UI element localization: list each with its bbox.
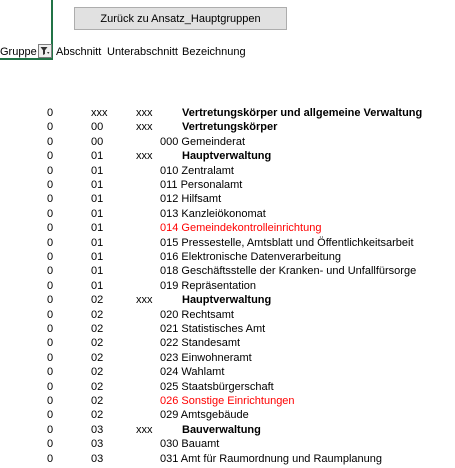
gruppe-cell[interactable]: 0 (47, 193, 54, 206)
gruppe-cell[interactable]: 0 (47, 222, 54, 235)
filter-dropdown-icon[interactable] (38, 44, 52, 58)
bezeichnung-cell[interactable]: 029 Amtsgebäude (160, 409, 249, 422)
bezeichnung-cell[interactable]: 011 Personalamt (160, 179, 243, 191)
bezeichnung-cell[interactable]: 016 Elektronische Datenverarbeitung (160, 251, 342, 263)
bezeichnung-cell[interactable]: Vertretungskörper (182, 121, 278, 134)
unterabschnitt-cell[interactable]: xxx (136, 294, 153, 307)
gruppe-cell[interactable]: 0 (47, 308, 54, 321)
table-row (0, 352, 455, 367)
abschnitt-cell[interactable]: 01 (91, 150, 104, 163)
table-row (0, 366, 455, 381)
table-row (0, 381, 455, 396)
table-row (0, 424, 455, 439)
table-row (0, 395, 455, 410)
header-unterabschnitt[interactable]: Unterabschnitt (107, 46, 178, 58)
abschnitt-cell[interactable]: 02 (91, 409, 104, 422)
table-row (0, 337, 455, 352)
gruppe-cell[interactable]: 0 (47, 380, 54, 393)
bezeichnung-cell[interactable]: 010 Zentralamt (160, 164, 234, 177)
gruppe-cell[interactable]: 0 (47, 438, 54, 451)
table-row (0, 309, 455, 324)
gruppe-cell[interactable]: 0 (47, 323, 54, 335)
bezeichnung-cell[interactable]: Bauverwaltung (182, 423, 261, 436)
table-row (0, 179, 455, 194)
gruppe-cell[interactable]: 0 (47, 135, 54, 148)
gruppe-cell[interactable]: 0 (47, 236, 54, 249)
abschnitt-cell[interactable]: 02 (91, 308, 104, 321)
abschnitt-cell[interactable]: 00 (91, 121, 104, 134)
bezeichnung-cell[interactable]: 031 Amt für Raumordnung und Raumplanung (160, 452, 382, 465)
bezeichnung-cell[interactable]: Hauptverwaltung (182, 150, 272, 163)
bezeichnung-cell[interactable]: 020 Rechtsamt (160, 308, 234, 321)
table-row (0, 453, 455, 468)
gruppe-cell[interactable]: 0 (47, 164, 54, 177)
filter-funnel-icon (40, 46, 50, 56)
gruppe-cell[interactable]: 0 (47, 337, 54, 350)
gruppe-cell[interactable]: 0 (47, 121, 54, 134)
cell-selection-border-horizontal (0, 58, 53, 60)
abschnitt-cell[interactable]: 01 (91, 265, 104, 278)
abschnitt-cell[interactable]: 01 (91, 193, 104, 206)
abschnitt-cell[interactable]: 02 (91, 294, 104, 307)
abschnitt-cell[interactable]: 02 (91, 351, 104, 364)
bezeichnung-cell[interactable]: 013 Kanzleiökonomat (160, 207, 266, 220)
bezeichnung-cell[interactable]: 012 Hilfsamt (160, 193, 222, 206)
unterabschnitt-cell[interactable]: xxx (136, 121, 153, 134)
unterabschnitt-cell[interactable]: xxx (136, 107, 153, 119)
abschnitt-cell[interactable]: 03 (91, 452, 104, 465)
abschnitt-cell[interactable]: 01 (91, 251, 104, 263)
abschnitt-cell[interactable]: 01 (91, 207, 104, 220)
table-row (0, 222, 455, 237)
header-abschnitt[interactable]: Abschnitt (56, 46, 102, 58)
table-row (0, 121, 455, 136)
table-row (0, 251, 455, 266)
table-row (0, 136, 455, 151)
table-row (0, 193, 455, 208)
bezeichnung-cell[interactable]: 026 Sonstige Einrichtungen (160, 395, 295, 407)
table-row (0, 265, 455, 280)
bezeichnung-cell[interactable]: 014 Gemeindekontrolleinrichtung (160, 222, 322, 235)
abschnitt-cell[interactable]: 01 (91, 179, 104, 191)
gruppe-cell[interactable]: 0 (47, 452, 54, 465)
gruppe-cell[interactable]: 0 (47, 409, 54, 422)
table-row (0, 438, 455, 453)
bezeichnung-cell[interactable]: Vertretungskörper und allgemeine Verwaltung (182, 107, 423, 119)
bezeichnung-cell[interactable]: 022 Standesamt (160, 337, 241, 350)
abschnitt-cell[interactable]: 01 (91, 222, 104, 235)
gruppe-cell[interactable]: 0 (47, 179, 54, 191)
back-to-hauptgruppen-button[interactable]: Zurück zu Ansatz_Hauptgruppen (74, 7, 287, 30)
gruppe-cell[interactable]: 0 (47, 294, 54, 307)
table-row (0, 165, 455, 180)
gruppe-cell[interactable]: 0 (47, 265, 54, 278)
gruppe-cell[interactable]: 0 (47, 207, 54, 220)
table-row (0, 409, 455, 424)
abschnitt-cell[interactable]: xxx (91, 107, 108, 119)
abschnitt-cell[interactable]: 02 (91, 395, 104, 407)
abschnitt-cell[interactable]: 01 (91, 164, 104, 177)
gruppe-cell[interactable]: 0 (47, 107, 54, 119)
abschnitt-cell[interactable]: 02 (91, 380, 104, 393)
gruppe-cell[interactable]: 0 (47, 395, 54, 407)
abschnitt-cell[interactable]: 00 (91, 135, 104, 148)
table-row (0, 150, 455, 165)
gruppe-cell[interactable]: 0 (47, 279, 54, 292)
abschnitt-cell[interactable]: 03 (91, 438, 104, 451)
table-row (0, 323, 455, 338)
gruppe-cell[interactable]: 0 (47, 251, 54, 263)
gruppe-cell[interactable]: 0 (47, 423, 54, 436)
abschnitt-cell[interactable]: 03 (91, 423, 104, 436)
table-row (0, 107, 455, 122)
bezeichnung-cell[interactable]: 018 Geschäftsstelle der Kranken- und Unfallfürsorge (160, 265, 417, 278)
abschnitt-cell[interactable]: 02 (91, 366, 104, 379)
table-row (0, 208, 455, 223)
gruppe-cell[interactable]: 0 (47, 366, 54, 379)
bezeichnung-cell[interactable]: 025 Staatsbürgerschaft (160, 380, 274, 393)
bezeichnung-cell[interactable]: 024 Wahlamt (160, 366, 225, 379)
abschnitt-cell[interactable]: 02 (91, 323, 104, 335)
bezeichnung-cell[interactable]: 019 Repräsentation (160, 279, 257, 292)
gruppe-cell[interactable]: 0 (47, 150, 54, 163)
bezeichnung-cell[interactable]: 030 Bauamt (160, 438, 220, 451)
unterabschnitt-cell[interactable]: xxx (136, 150, 153, 163)
abschnitt-cell[interactable]: 02 (91, 337, 104, 350)
header-bezeichnung[interactable]: Bezeichnung (182, 46, 246, 58)
gruppe-cell[interactable]: 0 (47, 351, 54, 364)
header-gruppe[interactable]: Gruppe (0, 46, 37, 58)
bezeichnung-cell[interactable]: 023 Einwohneramt (160, 351, 252, 364)
unterabschnitt-cell[interactable]: xxx (136, 423, 153, 436)
abschnitt-cell[interactable]: 01 (91, 236, 104, 249)
abschnitt-cell[interactable]: 01 (91, 279, 104, 292)
table-row (0, 280, 455, 295)
bezeichnung-cell[interactable]: 021 Statistisches Amt (160, 323, 266, 335)
bezeichnung-cell[interactable]: 015 Pressestelle, Amtsblatt und Öffentlichkeitsarbeit (160, 236, 414, 249)
table-row (0, 237, 455, 252)
table-row (0, 294, 455, 309)
bezeichnung-cell[interactable]: Hauptverwaltung (182, 294, 272, 307)
bezeichnung-cell[interactable]: 000 Gemeinderat (160, 135, 245, 148)
